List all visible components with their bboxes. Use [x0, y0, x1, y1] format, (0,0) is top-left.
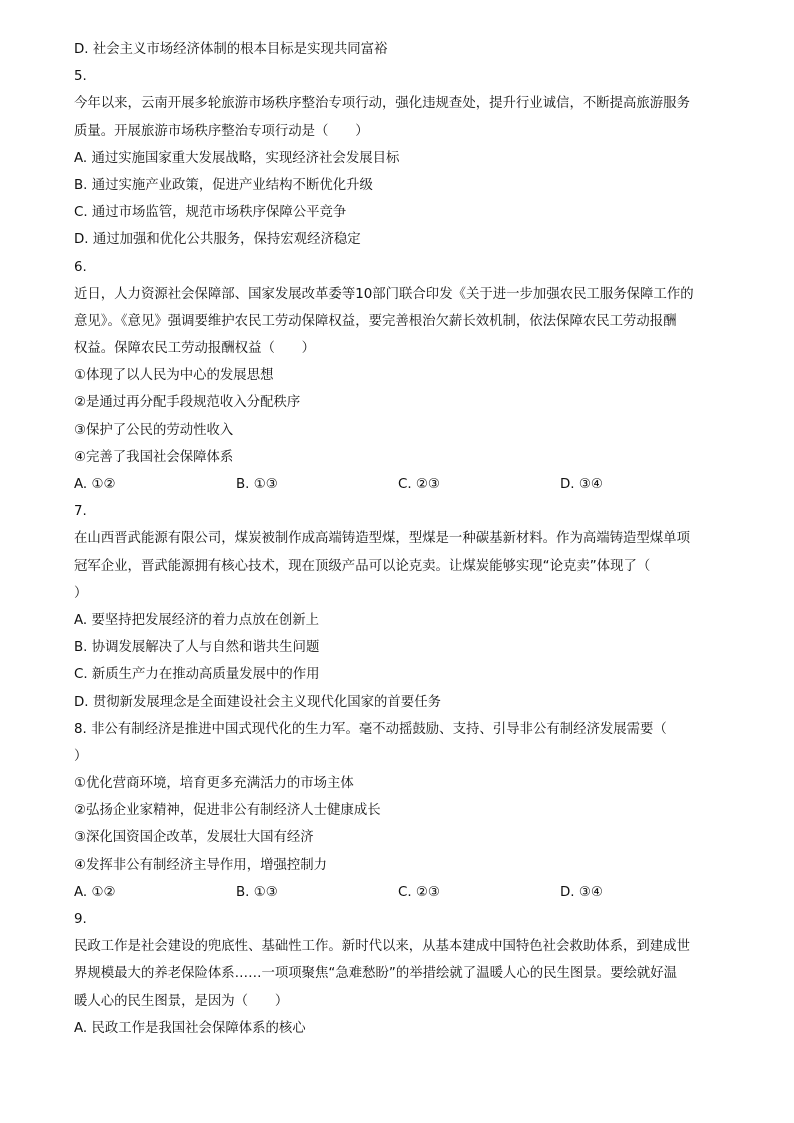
q6-stem-line-2: 意见》。《意见》强调要维护农民工劳动保障权益，要完善根治欠薪长效机制，依法保障农民工劳动报酬 [74, 313, 677, 329]
q6-item-4: ④完善了我国社会保障体系 [74, 449, 234, 465]
exam-page [74, 36, 724, 1042]
q6-item-1: ①体现了以人民为中心的发展思想 [74, 368, 274, 384]
q8-choice-c: C. ②③ [398, 884, 440, 900]
q6-number: 6. [74, 259, 87, 275]
q7-option-d: D. 贯彻新发展理念是全面建设社会主义现代化国家的首要任务 [74, 694, 441, 710]
q5-option-c: C. 通过市场监管，规范市场秩序保障公平竞争 [74, 205, 347, 221]
q5-stem-line-1: 今年以来，云南开展多轮旅游市场秩序整治专项行动，强化违规查处，提升行业诚信，不断提高旅游服务 [74, 96, 690, 112]
q9-number: 9. [74, 912, 87, 927]
q6-choice-c: C. ②③ [398, 477, 440, 492]
q7-option-b: B. 协调发展解决了人与自然和谐共生问题 [74, 640, 320, 656]
q7-number: 7. [74, 504, 87, 520]
q8-item-2: ②弘扬企业家精神，促进非公有制经济人士健康成长 [74, 803, 381, 819]
q6-choice-a: A. ①② [74, 477, 116, 492]
q7-option-a: A. 要坚持把发展经济的着力点放在创新上 [74, 612, 320, 628]
q8-item-4: ④发挥非公有制经济主导作用，增强控制力 [74, 857, 328, 873]
q8-choices [74, 879, 724, 906]
q8-choice-b: B. ①③ [236, 884, 278, 900]
q6-choice-b: B. ①③ [236, 477, 278, 492]
q8-stem-line-2: ） [74, 748, 88, 764]
q7-option-c: C. 新质生产力在推动高质量发展中的作用 [74, 667, 320, 683]
q6-stem-line-1: 近日，人力资源社会保障部、国家发展改革委等10部门联合印发《关于进一步加强农民工服务保障工作的 [74, 286, 694, 302]
q5-number: 5. [74, 69, 87, 85]
q7-stem-line-2: 冠军企业，晋武能源拥有核心技术，现在顶级产品可以论克卖。让煤炭能够实现“论克卖”体现了（ [74, 558, 651, 574]
q6-item-2: ②是通过再分配手段规范收入分配秩序 [74, 395, 301, 411]
q5-option-a: A. 通过实施国家重大发展战略，实现经济社会发展目标 [74, 150, 400, 166]
q8-choice-a: A. ①② [74, 884, 116, 900]
q7-stem-line-1: 在山西晋武能源有限公司，煤炭被制作成高端铸造型煤，型煤是一种碳基新材料。作为高端铸造型煤单项 [74, 531, 690, 547]
q6-choices [74, 471, 724, 498]
q8-item-3: ③深化国资国企改革，发展壮大国有经济 [74, 830, 314, 846]
q9-stem-line-2: 界规模最大的养老保险体系……一项项聚焦“急难愁盼”的举措绘就了温暖人心的民生图景。要绘就好温 [74, 966, 678, 982]
q8-stem-line-1: 8. 非公有制经济是推进中国式现代化的生力军。毫不动摇鼓励、支持、引导非公有制经济发展需要（ [74, 721, 667, 737]
q5-stem-line-2: 质量。开展旅游市场秩序整治专项行动是（ ） [74, 123, 369, 139]
q9-option-a: A. 民政工作是我国社会保障体系的核心 [74, 1020, 306, 1036]
q6-stem-line-3: 权益。保障农民工劳动报酬权益（ ） [74, 341, 316, 357]
q8-item-1: ①优化营商环境，培育更多充满活力的市场主体 [74, 776, 354, 792]
q9-stem-line-3: 暖人心的民生图景，是因为（ ） [74, 993, 289, 1009]
q8-choice-d: D. ③④ [560, 884, 603, 900]
q9-stem-line-1: 民政工作是社会建设的兜底性、基础性工作。新时代以来，从基本建成中国特色社会救助体系，到建成世 [74, 939, 690, 955]
q6-choice-d: D. ③④ [560, 477, 603, 492]
q4-option-d: D. 社会主义市场经济体制的根本目标是实现共同富裕 [74, 42, 388, 57]
q5-option-b: B. 通过实施产业政策，促进产业结构不断优化升级 [74, 177, 373, 193]
q5-option-d: D. 通过加强和优化公共服务，保持宏观经济稳定 [74, 232, 361, 248]
q7-stem-line-3: ） [74, 585, 88, 601]
q6-item-3: ③保护了公民的劳动性收入 [74, 422, 234, 438]
